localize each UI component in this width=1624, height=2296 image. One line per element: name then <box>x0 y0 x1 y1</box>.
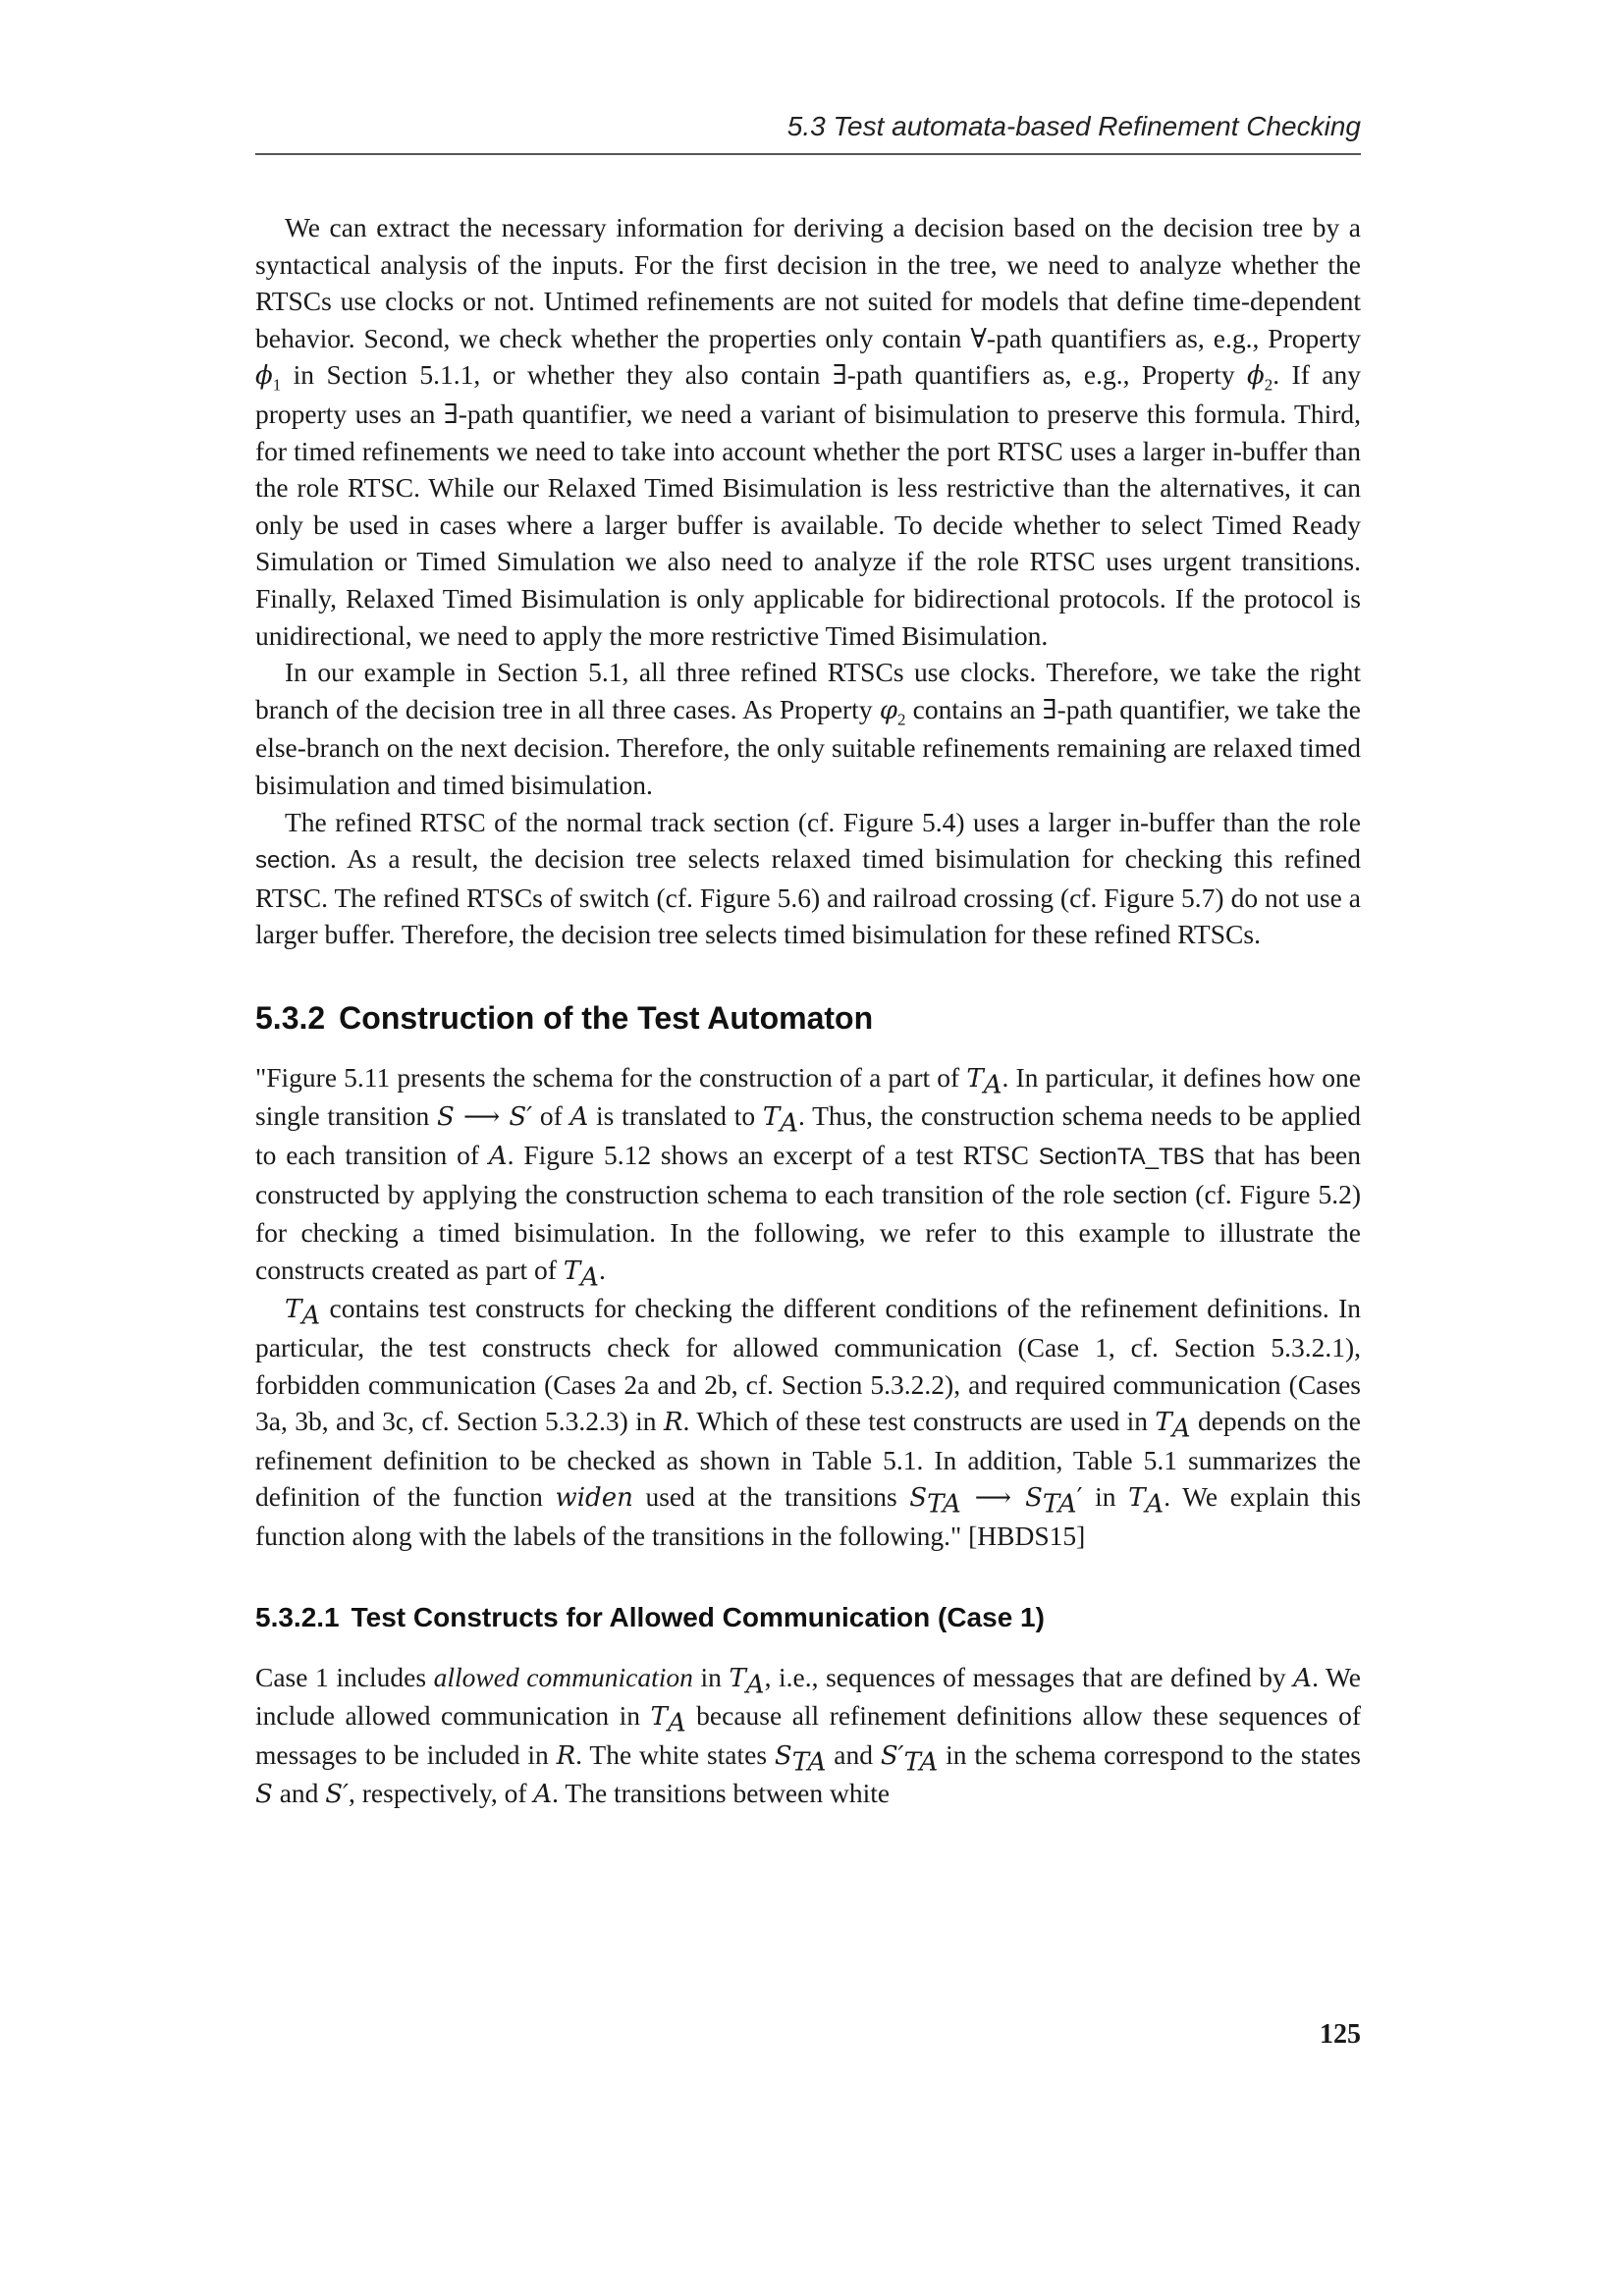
code-section-ta-tbs: SectionTA_TBS <box>1038 1144 1205 1171</box>
paragraph-decision-tree-analysis: We can extract the necessary information for deriving a decision based on the decision tree by a syntactical analysis of the inputs. For the first decision in the tree, we need to analyze whether the RTSCs use clocks or not. Untimed refinements are not suited for models that define time-dependent behavior. Second, we check whether the properties only contain ∀-path quantifiers as, e.g., Property $\phi_1$ in Section 5.1.1, or whether they also contain ∃-path quantifiers as, e.g., Property $\phi_2$. If any property uses an ∃-path quantifier, we need a variant of bisimulation to preserve this formula. Third, for timed refinements we need to take into account whether the port RTSC uses a larger in-buffer than the role RTSC. While our Relaxed Timed Bisimulation is less restrictive than the alternatives, it can only be used in cases where a larger buffer is available. To decide whether to select Timed Ready Simulation or Timed Simulation we also need to analyze if the role RTSC uses urgent transitions. Finally, Relaxed Timed Bisimulation is only applicable for bidirectional protocols. If the protocol is unidirectional, we need to apply the more restrictive Timed Bisimulation. <box>255 212 1361 651</box>
paragraph-allowed-communication: Case 1 includes allowed communication in $T_A$, i.e., sequences of messages that are defined by A. We include allowed communication in $T_A$ because all refinement definitions allow these sequences of messages to be included in R. The white states $S_{TA}$ and $S'_{TA}$ in the schema correspond to the states S and S′, respectively, of A. The transitions between white <box>255 1661 1361 1810</box>
section-heading-5-3-2: 5.3.2 Construction of the Test Automaton <box>255 999 874 1036</box>
paragraph-construction-schema: "Figure 5.11 presents the schema for the construction of a part of $T_A$. In particular, it defines how one single transition S ⟶ S′ of A is translated to $T_A$. Thus, the construction schema needs to be applied to each transition of A. Figure 5.12 shows an excerpt of a test RTSC SectionTA_TBS that has been constructed by applying the construction schema to each transition of the role section (cf. Figure 5.2) for checking a timed bisimulation. In the following, we refer to this example to illustrate the constructs created as part of $T_A$. <box>255 1061 1361 1293</box>
paragraph-refined-rtsc: The refined RTSC of the normal track section (cf. Figure 5.4) uses a larger in-buffer than the role section. As a result, the decision tree selects relaxed timed bisimulation for checking this refined RTSC. The refined RTSCs of switch (cf. Figure 5.6) and railroad crossing (cf. Figure 5.7) do not use a larger buffer. Therefore, the decision tree selects timed bisimulation for these refined RTSCs. <box>255 806 1361 950</box>
function-widen: widen <box>555 1483 633 1514</box>
section-heading-5-3-2-1: 5.3.2.1 Test Constructs for Allowed Communication (Case 1) <box>255 1601 1045 1632</box>
paragraph-test-constructs: $T_A$ contains test constructs for checking the different conditions of the refinement definitions. In particular, the test constructs check for allowed communication (Case 1, cf. Section 5.3.2.1), forbidden communication (Cases 2a and 2b, cf. Section 5.3.2.2), and required communication (Cases 3a, 3b, and 3c, cf. Section 5.3.2.3) in R. Which of these test constructs are used in $T_A$ depends on the refinement definition to be checked as shown in Table 5.1. In addition, Table 5.1 summarizes the definition of the function widen used at the transitions $S_{TA}$ ⟶ $S_{TA}'$ in $T_A$. We explain this function along with the labels of the transitions in the following." [HBDS15] <box>255 1293 1362 1551</box>
running-head: 5.3 Test automata-based Refinement Checking <box>786 111 1361 141</box>
page-number: 125 <box>1320 2019 1361 2050</box>
code-section: section <box>255 847 331 875</box>
page-body <box>255 209 1361 1814</box>
code-section: section <box>1112 1182 1188 1209</box>
page-header <box>255 110 1361 155</box>
paragraph-example: In our example in Section 5.1, all three refined RTSCs use clocks. Therefore, we take the right branch of the decision tree in all three cases. As Property $\varphi_2$ contains an ∃-path quantifier, we take the else-branch on the next decision. Therefore, the only suitable refinements remaining are relaxed timed bisimulation and timed bisimulation. <box>255 657 1361 800</box>
